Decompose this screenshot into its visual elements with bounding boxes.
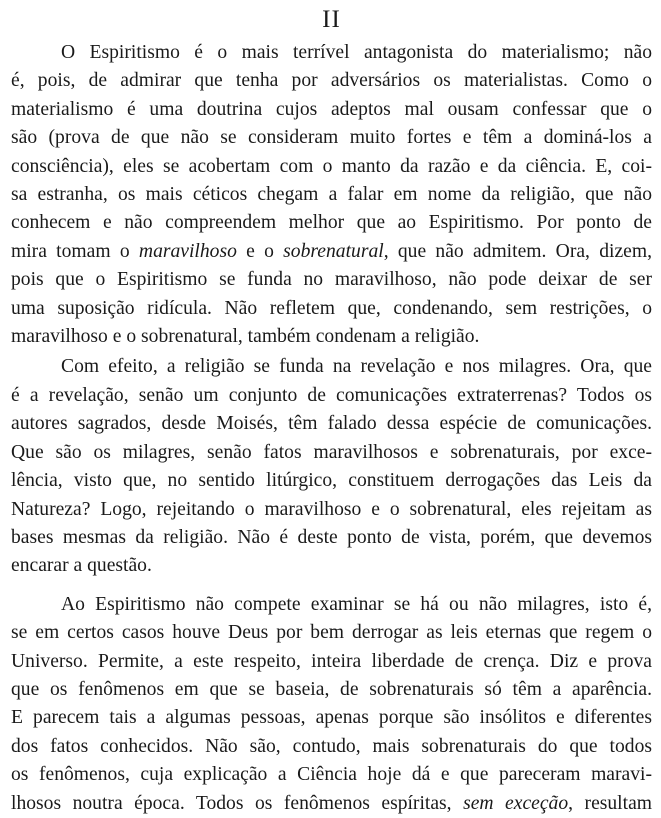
text-line: é, pois, de admirar que tenha por adversários os materialistas. Como o: [11, 70, 652, 92]
paragraph-2: [11, 353, 652, 580]
text-line: se em certos casos houve Deus por bem derrogar as leis eternas que regem o: [11, 622, 652, 644]
text-line: bases mesmas da religião. Não é deste ponto de vista, porém, que devemos: [11, 526, 652, 548]
text-line: conhecem e não compreendem melhor que ao Espiritismo. Por ponto de: [11, 212, 652, 234]
text-line: pois que o Espiritismo se funda no maravilhoso, não pode deixar de ser: [11, 269, 652, 291]
text-line: maravilhoso e o sobrenatural, também condenam a religião.: [11, 326, 480, 348]
text-line: lência, visto que, no sentido litúrgico, constituem derrogações das Leis da: [11, 470, 652, 492]
text-line: autores sagrados, desde Moisés, têm falado dessa espécie de comunicações.: [11, 413, 652, 435]
text-line: mira tomam o maravilhoso e o sobrenatural, que não admitem. Ora, dizem,: [11, 240, 652, 262]
text-line: Ao Espiritismo não compete examinar se há ou não milagres, isto é,: [61, 593, 652, 615]
text-line: os fenômenos, cuja explicação a Ciência hoje dá e que pareceram maravi-: [11, 764, 652, 786]
text-line: Que são os milagres, senão fatos maravilhosos e sobrenaturais, por exce-: [11, 441, 652, 463]
text-line: encarar a questão.: [11, 555, 152, 577]
text-line: dos fatos conhecidos. Não são, contudo, mais sobrenaturais do que todos: [11, 735, 652, 757]
paragraph-3: [11, 591, 652, 818]
text-line: sa estranha, os mais céticos chegam a falar em nome da religião, que não: [11, 184, 652, 206]
italic-emphasis: maravilhoso: [138, 240, 237, 262]
text-line: Natureza? Logo, rejeitando o maravilhoso e o sobrenatural, eles rejeitam as: [11, 498, 652, 520]
italic-emphasis: sobrenatural: [283, 240, 384, 262]
text-line: O Espiritismo é o mais terrível antagonista do materialismo; não: [61, 42, 652, 63]
paragraph-1: [11, 39, 652, 351]
text-line: Com efeito, a religião se funda na revelação e nos milagres. Ora, que: [61, 356, 652, 378]
text-line: consciência), eles se acobertam com o manto da razão e da ciência. E, coi-: [11, 155, 652, 177]
text-line: uma suposição ridícula. Não refletem que, condenando, sem restrições, o: [11, 297, 652, 319]
text-line: materialismo é uma doutrina cujos adeptos mal ousam confessar que o: [11, 98, 652, 120]
text-line: Universo. Permite, a este respeito, inteira liberdade de crença. Diz e prova: [11, 650, 652, 672]
text-line: lhosos noutra época. Todos os fenômenos espíritas, sem exceção, resultam: [11, 792, 652, 814]
text-line: são (prova de que não se consideram muito fortes e têm a dominá-los a: [11, 127, 652, 149]
italic-emphasis: sem exceção: [463, 792, 569, 814]
text-line: que os fenômenos em que se baseia, de sobrenaturais só têm a aparência.: [11, 678, 652, 700]
paragraph-gap: [11, 581, 652, 591]
text-line: é a revelação, senão um conjunto de comunicações extraterrenas? Todos os: [11, 384, 652, 406]
chapter-heading: II: [322, 6, 341, 33]
text-line: E parecem tais a algumas pessoas, apenas porque são insólitos e diferentes: [11, 707, 652, 729]
